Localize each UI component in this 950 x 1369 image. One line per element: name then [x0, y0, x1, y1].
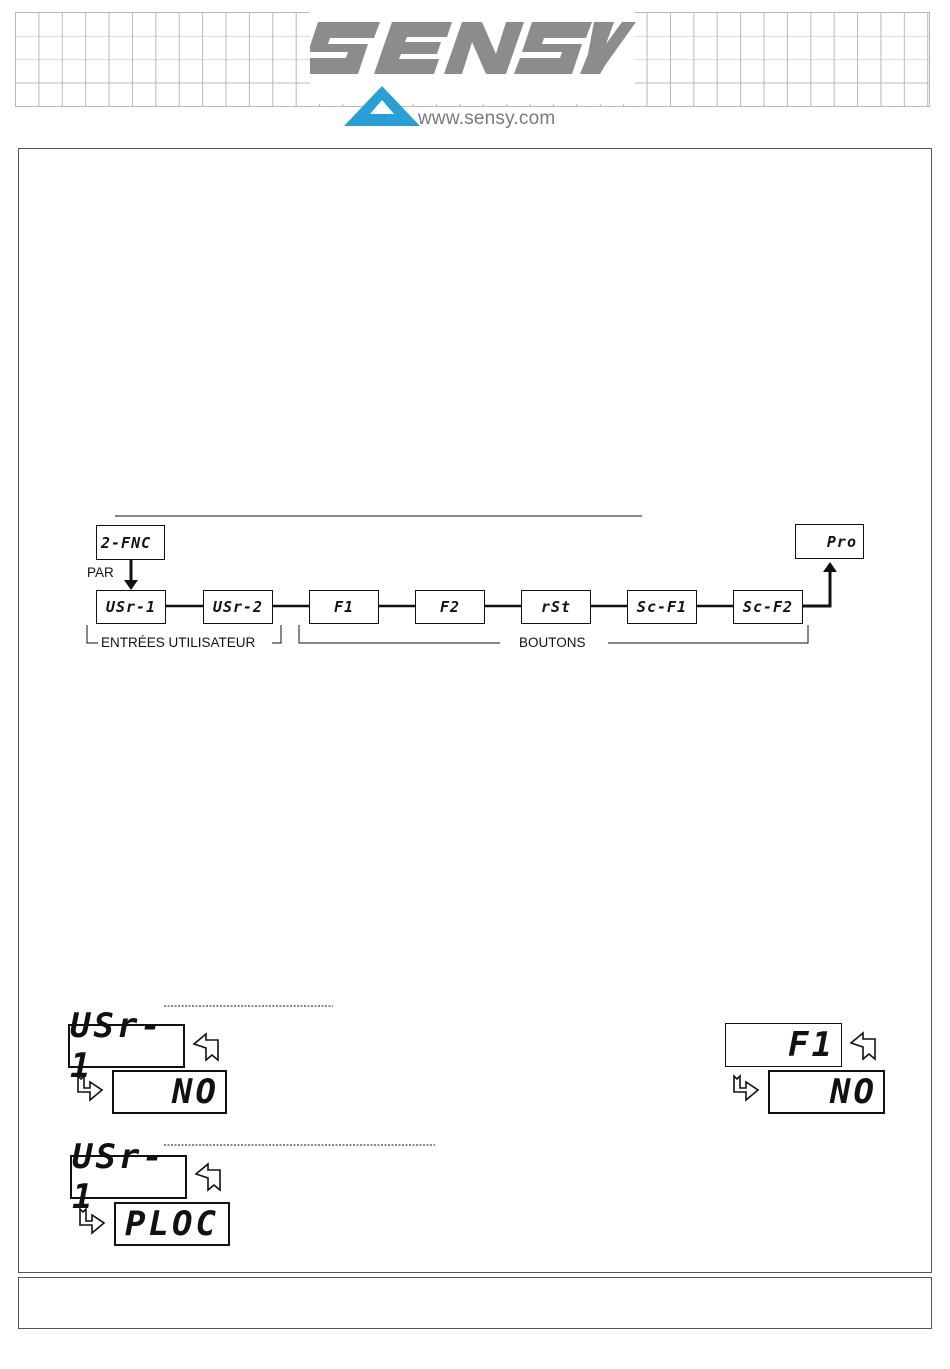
display-pro: Pro [795, 524, 864, 559]
param-advance-icon [190, 1030, 224, 1064]
display-f1: F1 [309, 590, 379, 624]
value-select-icon [728, 1072, 762, 1106]
example1-param-display: USr-1 [68, 1024, 185, 1068]
example2-param-display: F1 [725, 1023, 842, 1067]
group-label-user-inputs: ENTRÉES UTILISATEUR [101, 635, 256, 650]
display-2-fnc: 2-FNC [96, 525, 165, 560]
display-f2: F2 [415, 590, 485, 624]
example2-value-display: NO [768, 1070, 885, 1114]
value-select-icon [72, 1072, 106, 1106]
example1-value-display: NO [112, 1070, 227, 1114]
display-sc-f1: Sc-F1 [627, 590, 697, 624]
group-label-buttons: BOUTONS [519, 635, 586, 650]
website-url[interactable]: www.sensy.com [418, 108, 556, 129]
example3-param-display: USr-1 [70, 1155, 187, 1199]
value-select-icon [74, 1205, 108, 1239]
display-usr-1: USr-1 [96, 590, 166, 624]
page-header [0, 0, 950, 135]
display-rst: rSt [521, 590, 591, 624]
footer-box [18, 1277, 932, 1329]
par-label: PAR [87, 565, 114, 580]
display-sc-f2: Sc-F2 [733, 590, 803, 624]
param-advance-icon [847, 1029, 881, 1063]
param-advance-icon [192, 1160, 226, 1194]
example3-value-display: PLOC [114, 1202, 230, 1246]
display-usr-2: USr-2 [203, 590, 273, 624]
